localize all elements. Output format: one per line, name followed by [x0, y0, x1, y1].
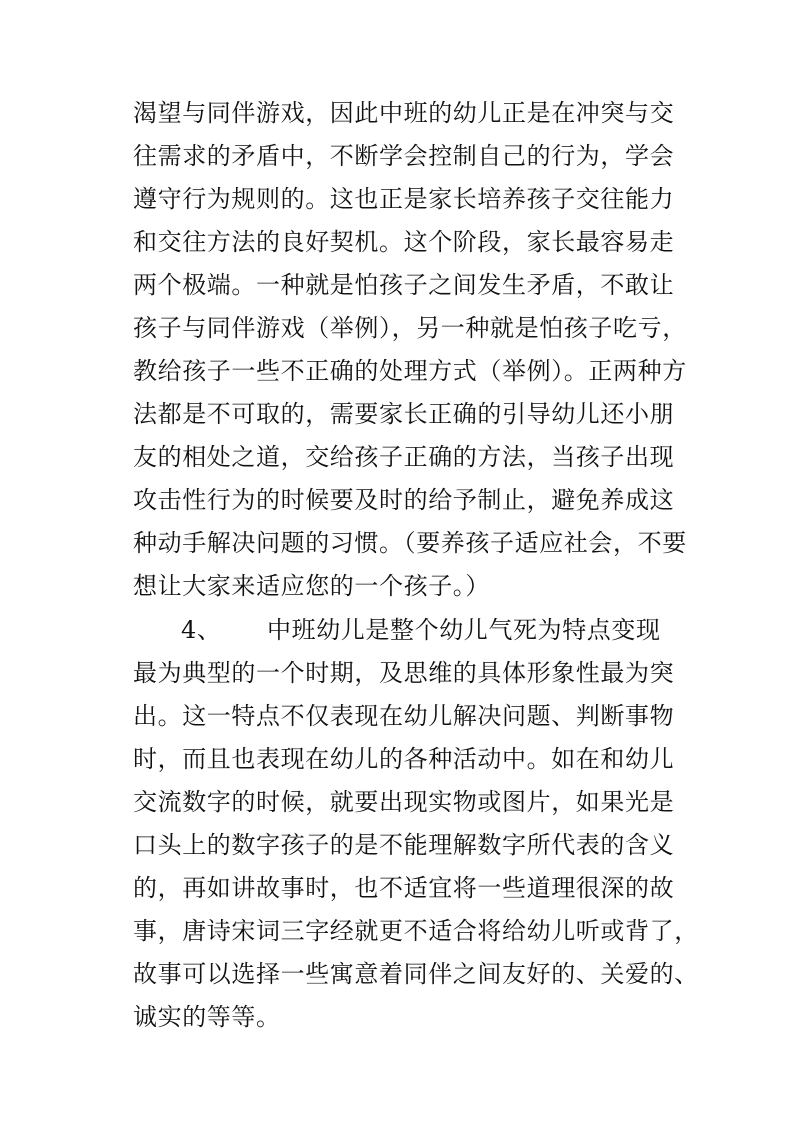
text-line: 两个极端。一种就是怕孩子之间发生矛盾，不敢让 — [133, 271, 675, 299]
paragraph-1 — [133, 92, 687, 608]
numbered-first-line — [133, 609, 673, 652]
text-line: 法都是不可取的，需要家长正确的引导幼儿还小朋 — [133, 400, 675, 428]
text-line: 渴望与同伴游戏，因此中班的幼儿正是在冲突与交 — [133, 99, 675, 127]
text-line: 往需求的矛盾中，不断学会控制自己的行为，学会 — [133, 142, 675, 170]
text-line: 种动手解决问题的习惯。（要养孩子适应社会，不要 — [133, 529, 687, 557]
text-line: 攻击性行为的时候要及时的给予制止，避免养成这 — [133, 486, 675, 514]
text-line: 时，而且也表现在幼儿的各种活动中。如在和幼儿 — [133, 745, 675, 773]
text-line: 孩子与同伴游戏（举例），另一种就是怕孩子吃亏， — [133, 314, 687, 342]
text-line: 出。这一特点不仅表现在幼儿解决问题、判断事物 — [133, 702, 675, 730]
text-line: 口头上的数字孩子的是不能理解数字所代表的含义 — [133, 831, 675, 859]
text-line: 和交往方法的良好契机。这个阶段，家长最容易走 — [133, 228, 675, 256]
text-line: 教给孩子一些不正确的处理方式（举例）。正两种方 — [133, 357, 687, 385]
text-line: 故事可以选择一些寓意着同伴之间友好的、关爱的、 — [133, 960, 699, 988]
text-line: 最为典型的一个时期，及思维的具体形象性最为突 — [133, 659, 675, 687]
text-line: 友的相处之道，交给孩子正确的方法，当孩子出现 — [133, 443, 675, 471]
text-line: 交流数字的时候，就要出现实物或图片，如果光是 — [133, 788, 675, 816]
text-line: 遵守行为规则的。这也正是家长培养孩子交往能力 — [133, 185, 675, 213]
text-line: 事，唐诗宋词三字经就更不适合将给幼儿听或背了， — [133, 917, 699, 945]
text-line: 中班幼儿是整个幼儿气死为特点变现 — [267, 616, 661, 644]
text-line: 的，再如讲故事时，也不适宜将一些道理很深的故 — [133, 874, 675, 902]
text-line: 诚实的等等。 — [133, 1003, 281, 1031]
text-line: 想让大家来适应您的一个孩子。） — [133, 572, 490, 600]
item-number: 4、 — [181, 616, 222, 644]
paragraph-2 — [133, 609, 699, 1039]
